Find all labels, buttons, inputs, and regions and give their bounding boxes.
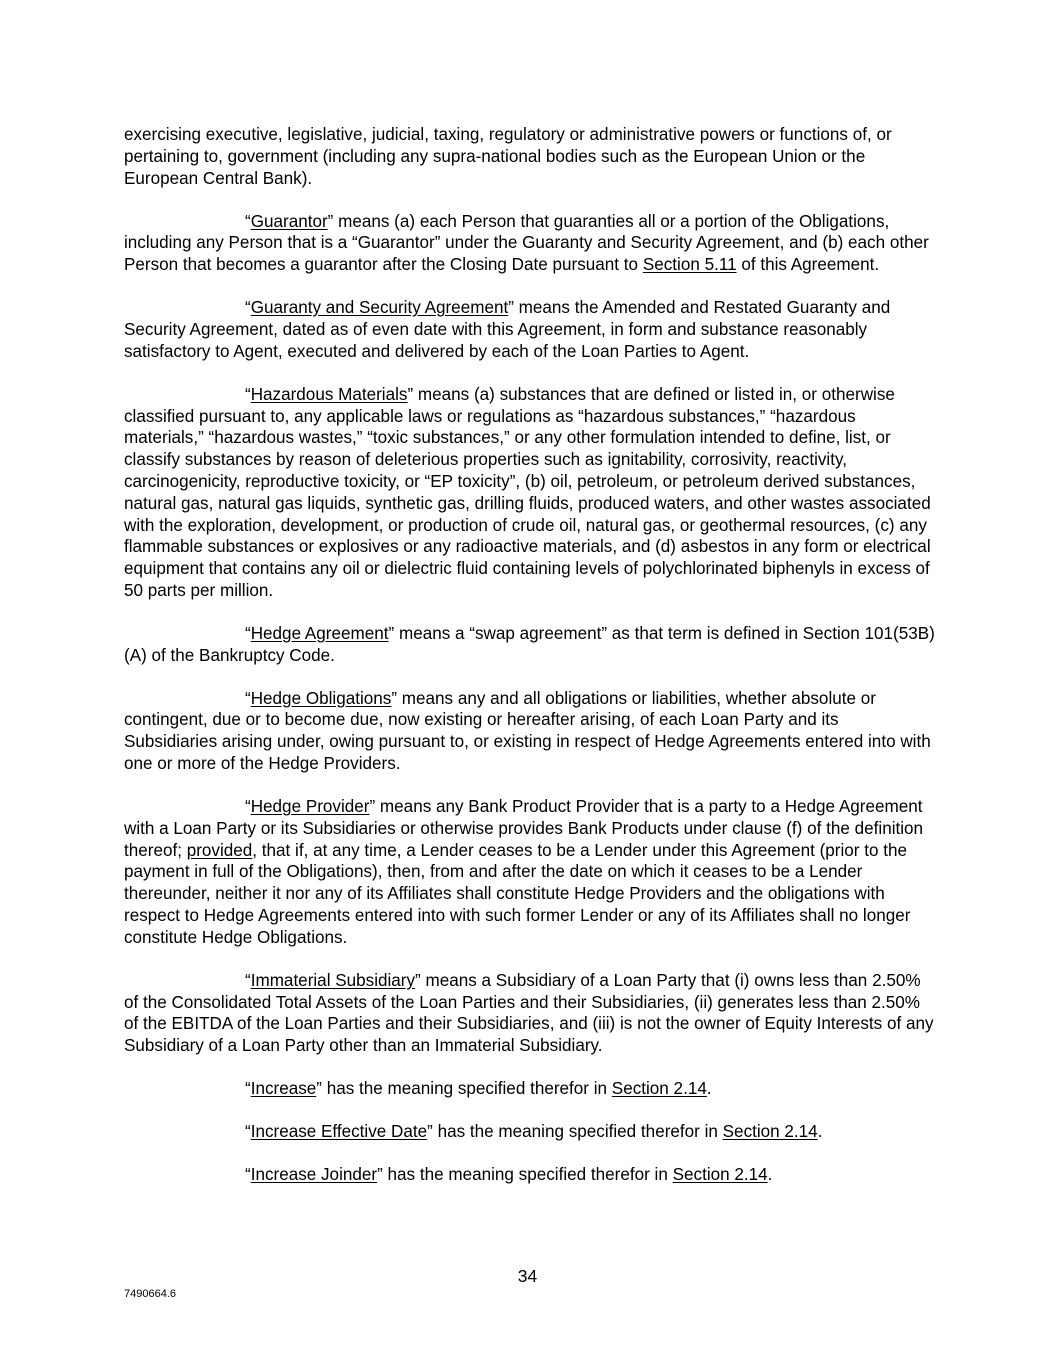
definition-increase-effective-date	[124, 1121, 936, 1143]
close-quote: ”	[391, 688, 398, 708]
close-quote: ”	[415, 970, 421, 990]
intro-paragraph	[124, 124, 936, 189]
definition-text: means (a) substances that are defined or listed in, or otherwise classified pursuant to, any applicable laws or regulations as “hazardous substances,” “hazardous materials,” “hazardous wastes,” “toxic substances,” or any other formulation intended to define, list, or classify substances by reason of deleterious properties such as ignitability, corrosivity, reactivity, carcinogenicity, reproductive toxicity, or “EP toxicity”, (b) oil, petroleum, or petroleum derived substances, natural gas, natural gas liquids, synthetic gas, drilling fluids, produced waters, and other wastes associated with the exploration, development, or production of crude oil, natural gas, or geothermal resources, (c) any flammable substances or explosives or any radioactive materials, and (d) asbestos in any form or electrical equipment that contains any oil or dielectric fluid containing levels of polychlorinated biphenyls in excess of 50 parts per million.	[124, 384, 931, 600]
definition-hedge-provider	[124, 796, 936, 949]
close-quote: ”	[407, 384, 414, 404]
definition-text: means the Amended and Restated Guaranty and Security Agreement, dated as of even date with this Agreement, in form and substance reasonably satisfactory to Agent, executed and delivered by each of the Loan Parties to Agent.	[124, 298, 891, 361]
open-quote: “	[245, 1079, 251, 1099]
close-quote: ”	[388, 623, 395, 643]
document-id: 7490664.6	[124, 1288, 176, 1300]
defined-term: Increase Joinder	[250, 1165, 378, 1185]
open-quote: “	[245, 623, 251, 643]
open-quote: “	[245, 1122, 251, 1142]
open-quote: “	[245, 211, 251, 231]
defined-term: Hedge Provider	[250, 797, 370, 817]
definition-text: has the meaning specified therefor in	[321, 1079, 612, 1099]
close-quote: ”	[327, 211, 334, 231]
definition-hazardous-materials	[124, 384, 936, 602]
definition-text: has the meaning specified therefor in	[382, 1165, 673, 1185]
page-number: 34	[517, 1266, 538, 1286]
definition-text: means (a) each Person that guaranties all or a portion of the Obligations, including any Person that is a “Guarantor” under the Guaranty and Security Agreement, and (b) each other Person that becomes a guarantor after the Closing Date pursuant to	[124, 211, 929, 275]
definition-end: .	[817, 1122, 823, 1142]
definition-end: .	[706, 1079, 712, 1099]
definition-text: has the meaning specified therefor in	[432, 1122, 723, 1142]
definition-increase	[124, 1078, 936, 1100]
definition-text: of this Agreement.	[736, 255, 880, 275]
close-quote: ”	[377, 1165, 383, 1185]
proviso-term: provided	[186, 840, 253, 860]
definition-text: means any and all obligations or liabilities, whether absolute or contingent, due or to become due, now existing or hereafter arising, of each Loan Party and its Subsidiaries arising under, owing pursuant to, or existing in respect of Hedge Agreements entered into with one or more of the Hedge Providers.	[124, 688, 931, 774]
definition-guarantor	[124, 211, 936, 276]
open-quote: “	[245, 688, 251, 708]
defined-term: Increase Effective Date	[250, 1122, 428, 1142]
definition-text: means any Bank Product Provider that is a party to a Hedge Agreement with a Loan Party or its Subsidiaries or otherwise provides Bank Products under clause (f) of the definition thereof;	[124, 797, 924, 860]
definition-hedge-obligations	[124, 688, 936, 775]
open-quote: “	[245, 298, 251, 318]
definition-increase-joinder	[124, 1164, 936, 1186]
defined-term: Hedge Agreement	[250, 623, 389, 643]
close-quote: ”	[369, 797, 376, 817]
defined-term: Hedge Obligations	[250, 688, 392, 708]
definition-text: , that if, at any time, a Lender ceases to be a Lender under this Agreement (prior to the payment in full of the Obligations), then, from and after the date on which it ceases to be a Lender thereunder, neither it nor any of its Affiliates shall constitute Hedge Providers and the obligations with respect to Hedge Agreements entered into with such former Lender or any of its Affiliates shall no longer constitute Hedge Obligations.	[124, 840, 911, 947]
defined-term: Hazardous Materials	[250, 384, 408, 404]
defined-term: Guarantor	[250, 211, 328, 231]
open-quote: “	[245, 970, 251, 990]
close-quote: ”	[316, 1079, 322, 1099]
defined-term: Increase	[250, 1079, 317, 1099]
open-quote: “	[245, 1165, 251, 1185]
close-quote: ”	[427, 1122, 433, 1142]
open-quote: “	[245, 797, 251, 817]
definition-hedge-agreement	[124, 623, 936, 667]
intro-text: exercising executive, legislative, judicial, taxing, regulatory or administrative powers or functions of, or pertaining to, government (including any supra-national bodies such as the European Union or the European Central Bank).	[124, 125, 892, 188]
close-quote: ”	[508, 298, 514, 318]
defined-term: Guaranty and Security Agreement	[250, 298, 509, 318]
section-reference: Section 2.14	[672, 1165, 768, 1185]
definition-text: means a Subsidiary of a Loan Party that (i) owns less than 2.50% of the Consolidated Total Assets of the Loan Parties and their Subsidiaries, (ii) generates less than 2.50% of the EBITDA of the Loan Parties and their Subsidiaries, and (iii) is not the owner of Equity Interests of any Subsidiary of a Loan Party other than an Immaterial Subsidiary.	[124, 970, 934, 1056]
document-body	[124, 124, 936, 1207]
section-reference: Section 5.11	[642, 255, 737, 275]
definition-immaterial-subsidiary	[124, 970, 936, 1057]
definition-guaranty-security-agreement	[124, 297, 936, 362]
definition-end: .	[767, 1165, 773, 1185]
section-reference: Section 2.14	[722, 1122, 818, 1142]
section-reference: Section 2.14	[611, 1079, 707, 1099]
open-quote: “	[245, 384, 251, 404]
defined-term: Immaterial Subsidiary	[250, 970, 416, 990]
definition-text: means a “swap agreement” as that term is defined in Section 101(53B)(A) of the Bankruptcy Code.	[124, 623, 935, 665]
